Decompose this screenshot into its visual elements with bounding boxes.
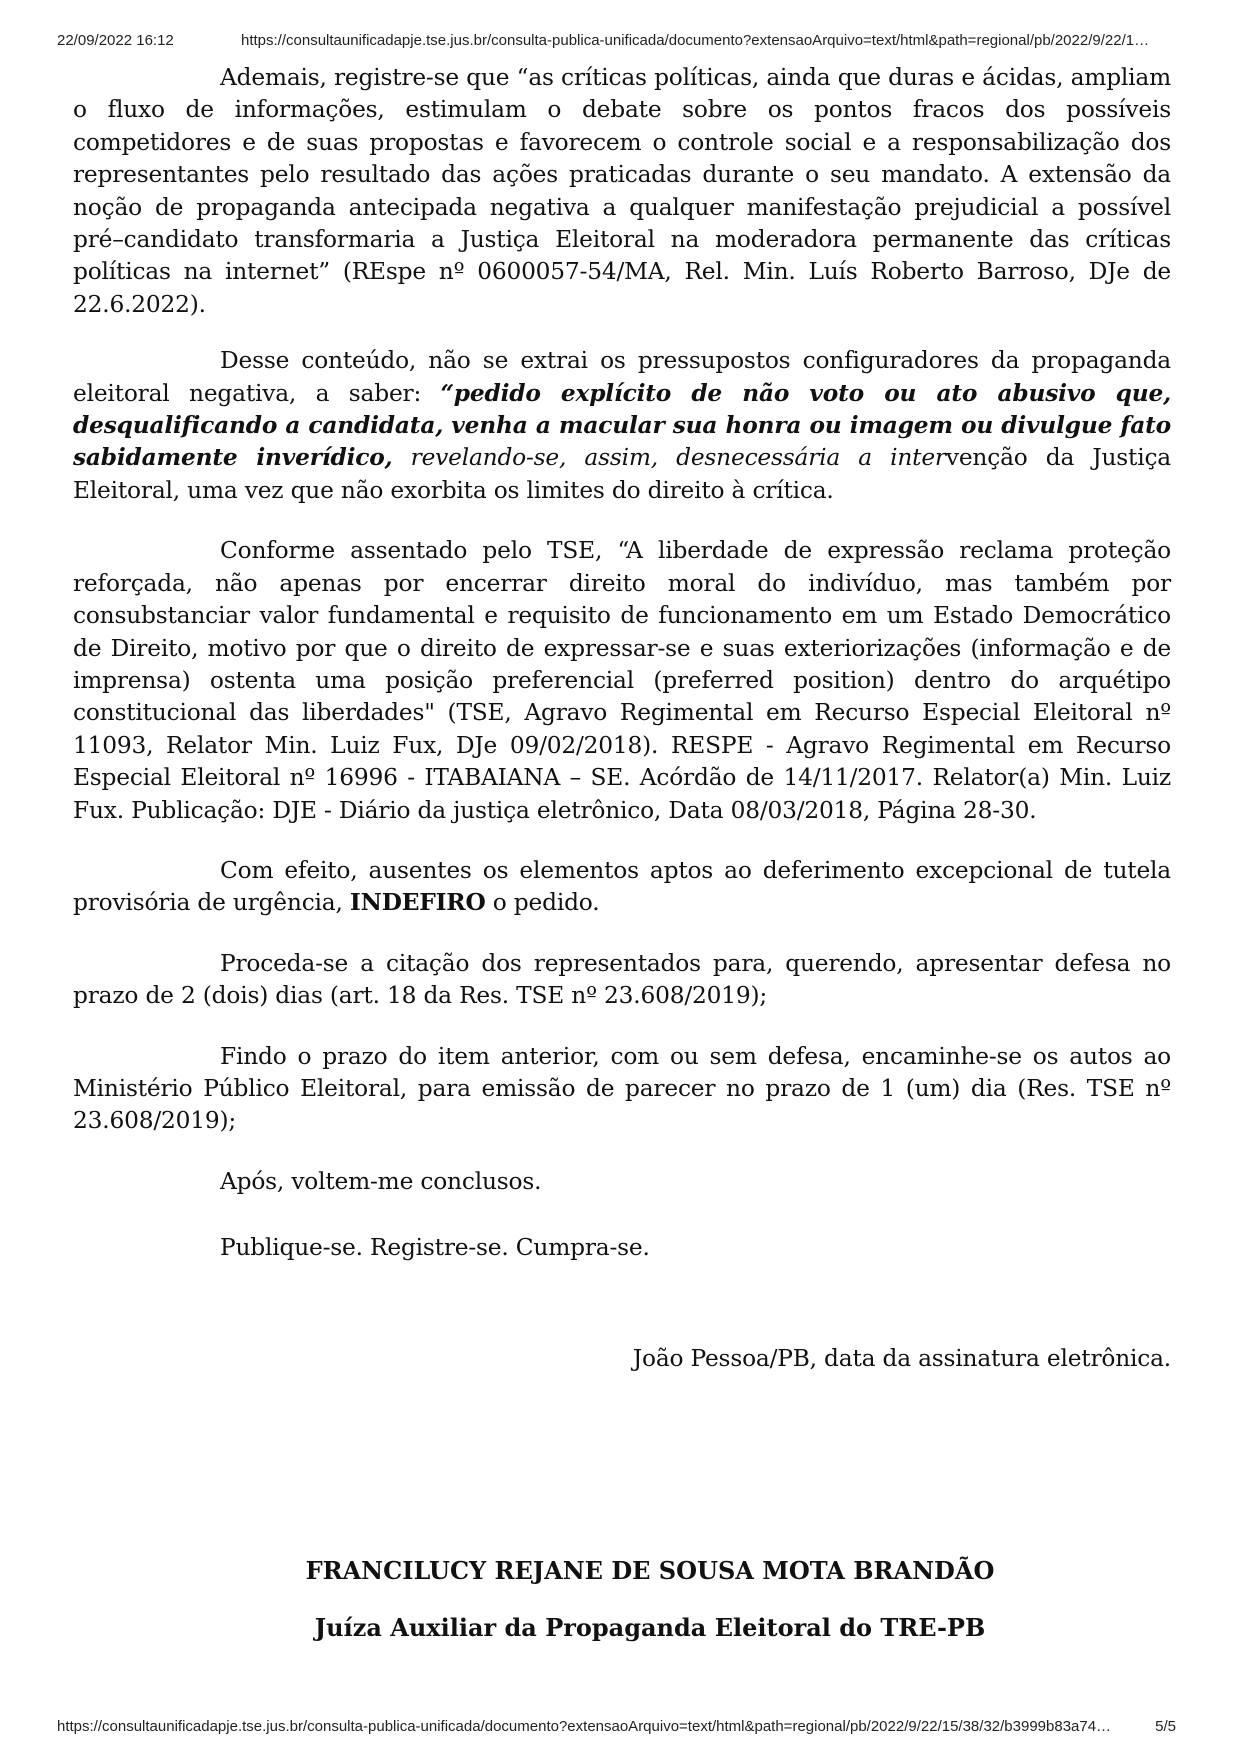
paragraph-ademais: Ademais, registre-se que “as críticas políticas, ainda que duras e ácidas, ampliam o fluxo de informações, estimulam o debate sobre os pontos fracos dos possíveis competidores e de suas propostas e favorecem o controle social e a responsabilização dos representantes pelo resultado das ações praticadas durante o seu mandato. A extensão da noção de propaganda antecipada negativa a qualquer manifestação prejudicial a possível pré–candidato transformaria a Justiça Eleitoral na moderadora permanente das críticas políticas na internet” (REspe nº 0600057-54/MA, Rel. Min. Luís Roberto Barroso, DJe de 22.6.2022).	[73, 64, 1171, 318]
decision-indefiro: INDEFIRO	[349, 889, 486, 917]
document-body	[73, 62, 1171, 1403]
paragraph-citacao: Proceda-se a citação dos representados para, querendo, apresentar defesa no prazo de 2 (dois) dias (art. 18 da Res. TSE nº 23.608/2019);	[73, 949, 1171, 1010]
signer-name: FRANCILUCY REJANE DE SOUSA MOTA BRANDÃO	[305, 1556, 995, 1585]
paragraph-com-efeito	[73, 855, 1171, 920]
paragraph-com-efeito-intro: Com efeito, ausentes os elementos aptos ao deferimento excepcional de tutela provisória de urgência,	[73, 856, 1171, 917]
paragraph-desse-conteudo	[73, 345, 1171, 507]
paragraph-publique-se: Publique-se. Registre-se. Cumpra-se.	[220, 1234, 650, 1262]
signer-role: Juíza Auxiliar da Propaganda Eleitoral do TRE-PB	[314, 1613, 986, 1642]
paragraph-conforme-assentado: Conforme assentado pelo TSE, “A liberdade de expressão reclama proteção reforçada, não apenas por encerrar direito moral do indivíduo, mas também por consubstanciar valor fundamental e requisito de funcionamento em um Estado Democrático de Direito, motivo por que o direito de expressar-se e suas exteriorizações (informação e de imprensa) ostenta uma posição preferencial (preferred position) dentro do arquétipo constitucional das liberdades" (TSE, Agravo Regimental em Recurso Especial Eleitoral nº 11093, Relator Min. Luiz Fux, DJe 09/02/2018). RESPE - Agravo Regimental em Recurso Especial Eleitoral nº 16996 - ITABAIANA – SE. Acórdão de 14/11/2017. Relator(a) Min. Luiz Fux. Publicação: DJE - Diário da justiça eletrônico, Data 08/03/2018, Página 28-30.	[73, 537, 1171, 824]
print-footer-url: https://consultaunificadapje.tse.jus.br/consulta-publica-unificada/documento?extensaoArquivo=text/html&path=regional/pb/2022/9/22/15/38/32/b3999b83a74…	[57, 1718, 1112, 1735]
paragraph-findo-prazo: Findo o prazo do item anterior, com ou sem defesa, encaminhe-se os autos ao Ministério Público Eleitoral, para emissão de parecer no prazo de 1 (um) dia (Res. TSE nº 23.608/2019);	[73, 1042, 1171, 1135]
print-header-url: https://consultaunificadapje.tse.jus.br/consulta-publica-unificada/documento?extensaoArquivo=text/html&path=regional/pb/2022/9/22/1…	[241, 32, 1150, 49]
paragraph-conclusos: Após, voltem-me conclusos.	[220, 1167, 542, 1195]
place-and-date: João Pessoa/PB, data da assinatura eletrônica.	[632, 1344, 1171, 1372]
page-number: 5/5	[1155, 1718, 1176, 1735]
print-datetime: 22/09/2022 16:12	[57, 32, 174, 49]
italic-clause: revelando-se, assim, desnecessária a inter	[392, 444, 946, 472]
paragraph-desse-conteudo-intro: Desse conteúdo, não se extrai os pressupostos configuradores da propaganda eleitoral negativa, a saber:	[73, 347, 1171, 407]
paragraph-com-efeito-rest: o pedido.	[485, 889, 600, 917]
paragraph-desse-conteudo-rest: venção da Justiça Eleitoral, uma vez que não exorbita os limites do direito à crítica.	[73, 444, 1171, 504]
quoted-criteria: “pedido explícito de não voto ou ato abusivo que, desqualificando a candidata, venha a macular sua honra ou imagem ou divulgue fato sabidamente inverídico,	[73, 379, 1171, 472]
